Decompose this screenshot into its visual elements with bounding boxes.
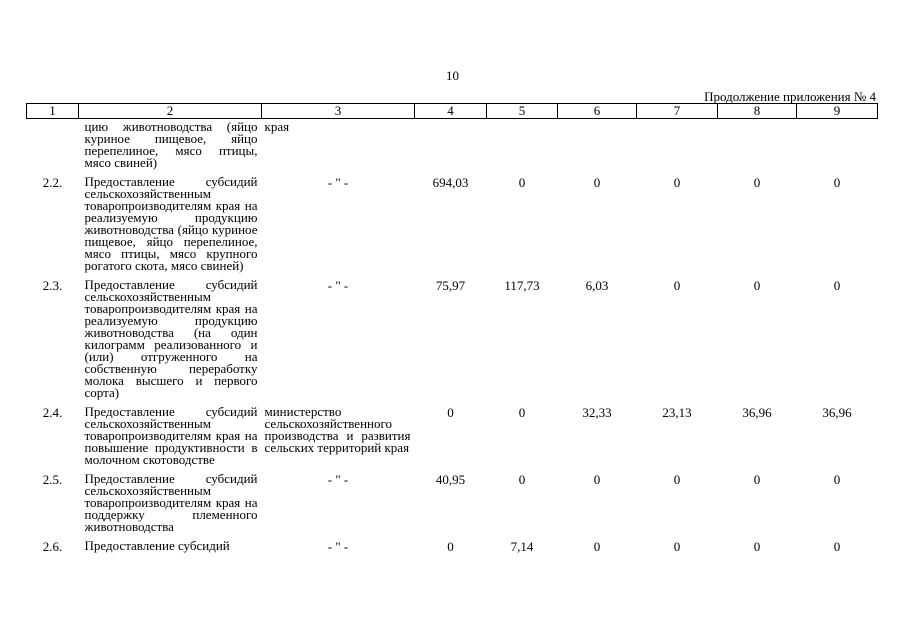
row-value: 0 xyxy=(833,278,841,293)
row-value: 75,97 xyxy=(435,278,466,293)
row-value: 0 xyxy=(447,405,454,420)
row-value xyxy=(415,119,487,170)
row-value: 0 xyxy=(518,472,526,487)
row-value: 0 xyxy=(753,278,761,293)
row-value: 7,14 xyxy=(510,539,534,554)
row-number: 2.6. xyxy=(42,539,63,554)
column-header: 6 xyxy=(558,104,637,119)
row-value xyxy=(558,119,637,170)
row-value: 36,96 xyxy=(822,405,852,420)
row-value: 0 xyxy=(833,539,841,554)
row-value: 0 xyxy=(753,539,761,554)
row-number: 2.5. xyxy=(42,472,63,487)
table-row xyxy=(27,169,878,272)
row-value: 0 xyxy=(673,539,681,554)
row-number: 2.2. xyxy=(42,175,63,190)
row-value: 117,73 xyxy=(504,278,540,293)
row-description: Предоставление субсидий xyxy=(84,538,230,553)
row-value: 0 xyxy=(518,175,526,190)
column-header: 2 xyxy=(79,104,262,119)
row-responsible: - " - xyxy=(327,278,349,293)
row-responsible: министерство сельскохозяйственного производства и развития сельских территорий края xyxy=(264,404,411,455)
row-value xyxy=(797,119,878,170)
row-value: 0 xyxy=(833,472,841,487)
row-value: 0 xyxy=(673,278,681,293)
row-value: 40,95 xyxy=(435,472,466,487)
table-row xyxy=(27,119,878,170)
row-value: 0 xyxy=(593,472,601,487)
row-responsible: - " - xyxy=(327,175,349,190)
row-value: 694,03 xyxy=(432,175,469,190)
table-row xyxy=(27,272,878,399)
row-value: 0 xyxy=(753,472,761,487)
table-row xyxy=(27,533,878,553)
appendix-table xyxy=(26,103,878,553)
row-value xyxy=(487,119,558,170)
row-value: 23,13 xyxy=(662,405,692,420)
row-description: Предоставление субсидий сельскохозяйственным товаропроизводителям края на повышение продуктивности в молочном скотоводстве xyxy=(84,404,258,467)
row-value: 0 xyxy=(593,539,601,554)
row-description: Предоставление субсидий сельскохозяйственным товаропроизводителям края на реализуемую продукцию животноводства (на один килограмм реализованного и (или) отгруженного на собственную переработку молока высшего и первого сорта) xyxy=(84,277,258,400)
row-value xyxy=(637,119,718,170)
column-header: 8 xyxy=(718,104,797,119)
column-header: 1 xyxy=(27,104,79,119)
row-value: 0 xyxy=(673,175,681,190)
column-header: 7 xyxy=(637,104,718,119)
row-value: 0 xyxy=(833,175,841,190)
row-description: Предоставление субсидий сельскохозяйственным товаропроизводителям края на поддержку племенного животноводства xyxy=(84,471,258,534)
row-value: 6,03 xyxy=(585,278,609,293)
row-number: 2.4. xyxy=(42,405,63,420)
row-description: Предоставление субсидий сельскохозяйственным товаропроизводителям края на реализуемую продукцию животноводства (яйцо куриное пищевое, яйцо перепелиное, мясо птицы, мясо крупного рогатого скота, мясо свиней) xyxy=(84,174,258,273)
row-value: 32,33 xyxy=(582,405,612,420)
row-responsible: края xyxy=(264,119,290,134)
row-value: 0 xyxy=(753,175,761,190)
row-value: 0 xyxy=(447,539,454,554)
row-value: 0 xyxy=(673,472,681,487)
row-value: 0 xyxy=(593,175,601,190)
row-responsible: - " - xyxy=(327,472,349,487)
column-header: 3 xyxy=(262,104,415,119)
column-header: 5 xyxy=(487,104,558,119)
row-description: цию животноводства (яйцо куриное пищевое, яйцо перепелиное, мясо птицы, мясо свиней) xyxy=(84,119,258,170)
column-header: 9 xyxy=(797,104,878,119)
table-header-row xyxy=(27,104,878,119)
table-row xyxy=(27,466,878,533)
row-number xyxy=(27,119,79,170)
page-number: 10 xyxy=(446,68,459,83)
continuation-label: Продолжение приложения № 4 xyxy=(704,89,876,104)
row-responsible: - " - xyxy=(327,539,349,554)
row-value: 36,96 xyxy=(742,405,772,420)
table-row xyxy=(27,399,878,466)
column-header: 4 xyxy=(415,104,487,119)
row-value: 0 xyxy=(518,405,526,420)
row-value xyxy=(718,119,797,170)
row-number: 2.3. xyxy=(42,278,63,293)
